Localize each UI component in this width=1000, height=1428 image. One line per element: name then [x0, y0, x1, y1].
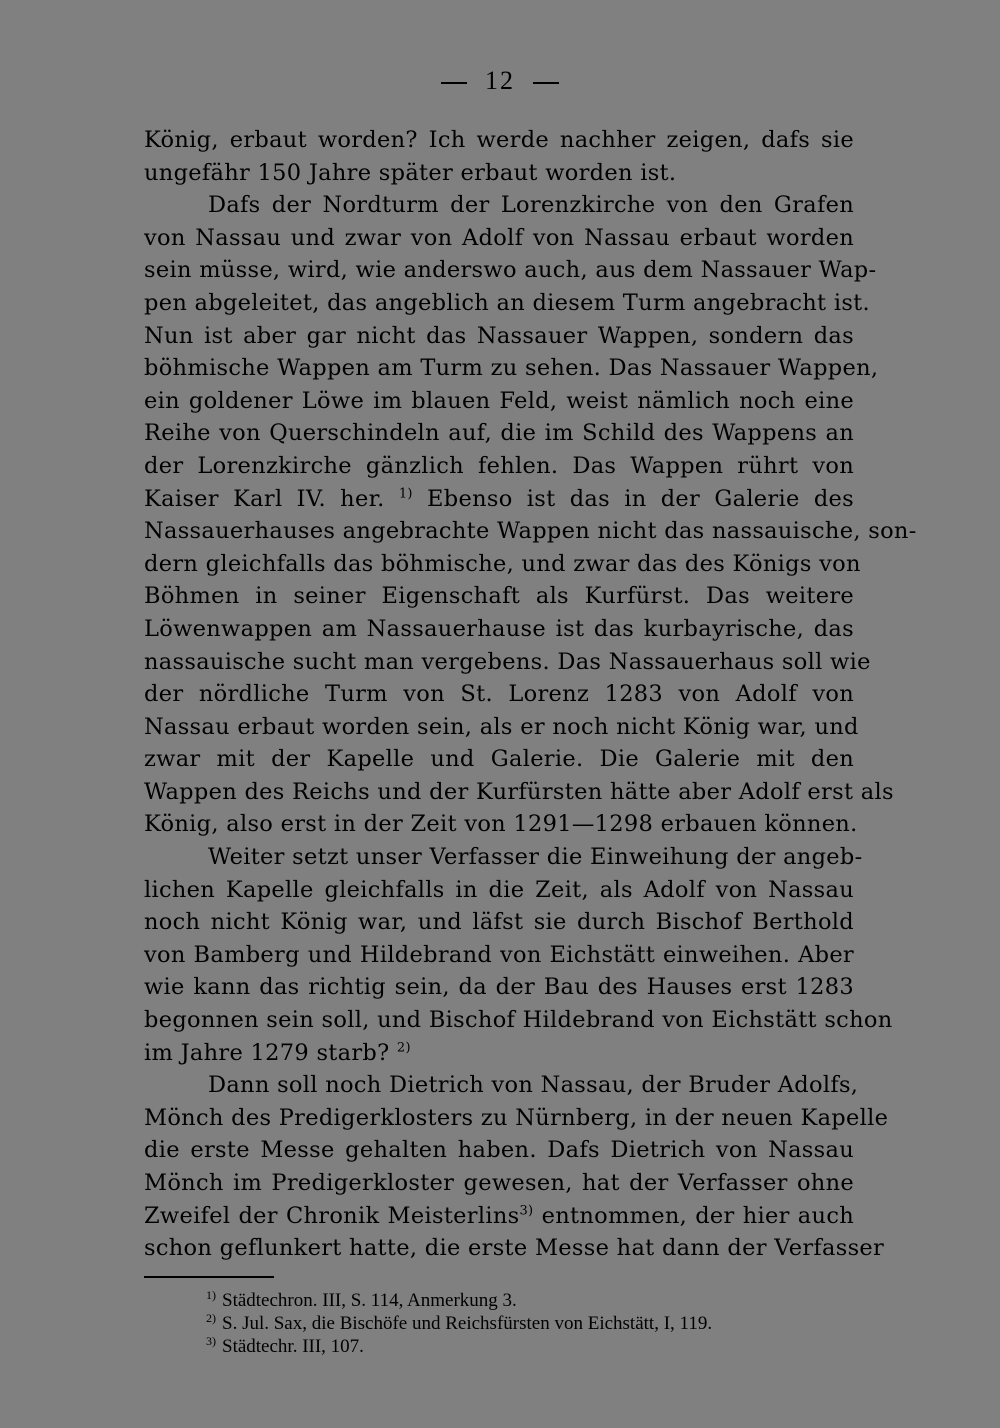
body-text	[144, 124, 917, 1265]
page-number-dash-left	[441, 82, 467, 84]
text-line: noch nicht König war, und läfst sie durch Bischof Berthold	[144, 909, 854, 936]
text-line: dern gleichfalls das böhmische, und zwar das des Königs von	[144, 550, 861, 577]
text-line: der nördliche Turm von St. Lorenz 1283 von Adolf von	[144, 681, 854, 708]
text-line: von Bamberg und Hildebrand von Eichstätt einweihen. Aber	[144, 941, 854, 968]
text-line: ungefähr 150 Jahre später erbaut worden ist.	[144, 159, 677, 186]
text-line: Mönch des Predigerklosters zu Nürnberg, in der neuen Kapelle	[144, 1104, 889, 1131]
text-line: Löwenwappen am Nassauerhause ist das kurbayrische, das	[144, 615, 854, 642]
text-line: nassauische sucht man vergebens. Das Nassauerhaus soll wie	[144, 648, 871, 675]
footnote-mark: 2)	[206, 1310, 216, 1325]
text-line	[144, 1200, 854, 1233]
text-line: der Lorenzkirche gänzlich fehlen. Das Wappen rührt von	[144, 452, 854, 479]
text-line: Weiter setzt unser Verfasser die Einweihung der angeb-	[208, 844, 863, 871]
footnote-mark: 3)	[206, 1333, 216, 1348]
text-line: von Nassau und zwar von Adolf von Nassau erbaut worden	[144, 224, 854, 251]
footnote-text: Städtechr. III, 107.	[222, 1336, 364, 1357]
text-line: die erste Messe gehalten haben. Dafs Dietrich von Nassau	[144, 1137, 854, 1164]
text-line: begonnen sein soll, und Bischof Hildebrand von Eichstätt schon	[144, 1007, 893, 1034]
text-line: König, also erst in der Zeit von 1291—1298 erbauen können.	[144, 811, 858, 838]
text-line: böhmische Wappen am Turm zu sehen. Das Nassauer Wappen,	[144, 355, 879, 382]
page-number	[0, 66, 1000, 96]
text-line: ein goldener Löwe im blauen Feld, weist nämlich noch eine	[144, 387, 854, 414]
text-line: sein müsse, wird, wie anderswo auch, aus dem Nassauer Wap-	[144, 257, 877, 284]
text-line: zwar mit der Kapelle und Galerie. Die Galerie mit den	[144, 746, 854, 773]
text-line-part: im Jahre 1279 starb?	[144, 1039, 390, 1066]
footnotes	[206, 1289, 866, 1358]
text-line: Dafs der Nordturm der Lorenzkirche von den Grafen	[208, 192, 854, 219]
footnote-divider	[144, 1276, 274, 1278]
text-line: Nassau erbaut worden sein, als er noch nicht König war, und	[144, 713, 859, 740]
text-line-part: entnommen, der hier auch	[541, 1202, 855, 1229]
text-line: lichen Kapelle gleichfalls in die Zeit, als Adolf von Nassau	[144, 876, 854, 903]
footnote-2	[206, 1312, 866, 1335]
text-line: Wappen des Reichs und der Kurfürsten hätte aber Adolf erst als	[144, 778, 894, 805]
text-line	[144, 483, 854, 516]
footnote-text: S. Jul. Sax, die Bischöfe und Reichsfürsten von Eichstätt, I, 119.	[222, 1313, 713, 1334]
text-line: Mönch im Predigerkloster gewesen, hat der Verfasser ohne	[144, 1170, 854, 1196]
text-line	[144, 1037, 854, 1070]
text-line: Böhmen in seiner Eigenschaft als Kurfürst. Das weitere	[144, 583, 854, 610]
page-number-dash-right	[533, 82, 559, 84]
footnote-text: Städtechron. III, S. 114, Anmerkung 3.	[222, 1290, 517, 1311]
text-line-part: Kaiser Karl IV. her.	[144, 485, 385, 512]
footnote-ref-1[interactable]: 1)	[398, 486, 413, 502]
text-line: König, erbaut worden? Ich werde nachher zeigen, dafs sie	[144, 127, 854, 153]
footnote-1	[206, 1289, 866, 1312]
text-line: Reihe von Querschindeln auf, die im Schild des Wappens an	[144, 420, 854, 447]
text-line: pen abgeleitet, das angeblich an diesem Turm angebracht ist.	[144, 289, 870, 316]
text-line: Dann soll noch Dietrich von Nassau, der Bruder Adolfs,	[208, 1072, 859, 1099]
page-number-text: 12	[485, 66, 515, 95]
footnote-3	[206, 1335, 866, 1358]
text-line: Nassauerhauses angebrachte Wappen nicht das nassauische, son-	[144, 518, 917, 545]
text-line: wie kann das richtig sein, da der Bau des Hauses erst 1283	[144, 974, 854, 1001]
footnote-mark: 1)	[206, 1287, 216, 1302]
footnote-ref-3[interactable]: 3)	[519, 1203, 534, 1219]
text-line: Nun ist aber gar nicht das Nassauer Wappen, sondern das	[144, 322, 854, 349]
text-line-part: Zweifel der Chronik Meisterlins	[144, 1202, 520, 1229]
footnote-ref-2[interactable]: 2)	[396, 1040, 411, 1056]
text-line: schon geflunkert hatte, die erste Messe hat dann der Verfasser	[144, 1235, 885, 1262]
text-line-part: Ebenso ist das in der Galerie des	[427, 485, 854, 512]
